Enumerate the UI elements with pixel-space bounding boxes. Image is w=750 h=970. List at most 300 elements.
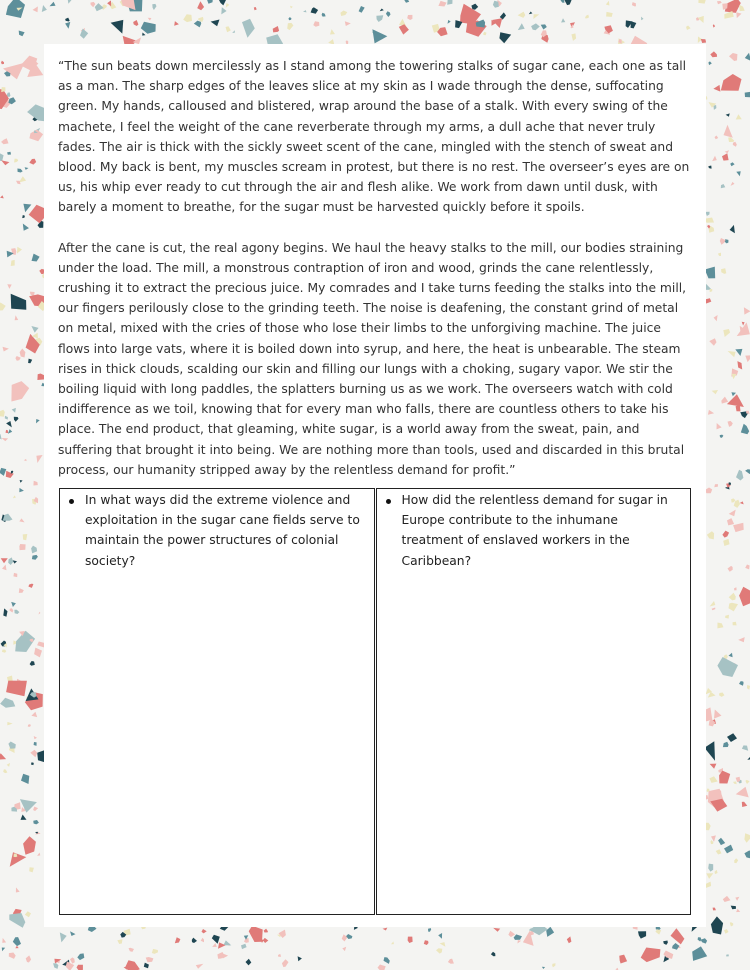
terrazzo-chip — [701, 39, 706, 43]
terrazzo-chip — [207, 0, 213, 4]
terrazzo-chip — [16, 887, 20, 892]
terrazzo-chip — [737, 361, 742, 369]
terrazzo-chip — [33, 807, 38, 811]
terrazzo-chip — [212, 943, 217, 947]
terrazzo-chip — [246, 959, 252, 966]
terrazzo-chip — [701, 938, 708, 943]
terrazzo-chip — [729, 653, 733, 657]
terrazzo-chip — [5, 416, 8, 420]
terrazzo-chip — [232, 30, 235, 33]
terrazzo-chip — [705, 267, 716, 279]
terrazzo-chip — [20, 480, 23, 483]
terrazzo-chip — [14, 417, 19, 422]
question-response-table — [59, 488, 691, 915]
answer-area-1[interactable] — [70, 589, 364, 904]
terrazzo-chip — [148, 18, 152, 21]
terrazzo-chip — [34, 648, 42, 658]
terrazzo-chip — [226, 26, 231, 32]
bullet-icon — [69, 499, 74, 504]
terrazzo-chip — [698, 0, 705, 4]
terrazzo-chip — [8, 742, 15, 749]
terrazzo-chip — [77, 965, 83, 970]
terrazzo-chip — [175, 937, 181, 943]
terrazzo-chip — [125, 960, 140, 970]
terrazzo-chip — [552, 963, 555, 967]
terrazzo-chip — [65, 22, 70, 29]
terrazzo-chip — [33, 820, 39, 824]
terrazzo-chip — [745, 92, 750, 98]
terrazzo-chip — [3, 514, 13, 521]
terrazzo-chip — [727, 518, 734, 525]
terrazzo-chip — [471, 4, 478, 10]
terrazzo-chip — [23, 204, 31, 213]
terrazzo-chip — [0, 303, 6, 311]
terrazzo-chip — [729, 510, 736, 517]
terrazzo-chip — [710, 289, 713, 292]
terrazzo-chip — [11, 260, 15, 266]
terrazzo-chip — [111, 20, 124, 34]
terrazzo-chip — [242, 19, 255, 38]
terrazzo-chip — [714, 710, 722, 719]
terrazzo-chip — [12, 408, 16, 413]
terrazzo-chip — [731, 392, 736, 396]
terrazzo-chip — [493, 928, 500, 932]
primary-source-passage — [58, 56, 692, 480]
terrazzo-chip — [342, 934, 348, 941]
terrazzo-chip — [32, 254, 40, 262]
terrazzo-chip — [606, 1, 610, 6]
terrazzo-chip — [730, 225, 735, 233]
terrazzo-chip — [330, 29, 335, 34]
terrazzo-chip — [638, 931, 646, 938]
terrazzo-chip — [742, 802, 748, 807]
terrazzo-chip — [744, 307, 750, 314]
terrazzo-chip — [7, 722, 12, 726]
terrazzo-chip — [726, 954, 729, 956]
terrazzo-chip — [7, 284, 11, 289]
terrazzo-chip — [254, 7, 257, 10]
terrazzo-chip — [264, 929, 268, 933]
terrazzo-chip — [386, 11, 391, 17]
terrazzo-chip — [739, 681, 744, 686]
terrazzo-chip — [491, 952, 496, 957]
terrazzo-chip — [13, 495, 16, 498]
terrazzo-chip — [723, 742, 729, 747]
terrazzo-chip — [729, 53, 737, 61]
terrazzo-chip — [721, 268, 726, 274]
terrazzo-chip — [3, 347, 9, 352]
terrazzo-chip — [655, 929, 661, 934]
terrazzo-chip — [7, 152, 11, 155]
terrazzo-chip — [212, 935, 220, 944]
terrazzo-chip — [720, 238, 726, 245]
bullet-icon — [386, 499, 391, 504]
terrazzo-chip — [436, 948, 442, 953]
terrazzo-chip — [0, 698, 15, 708]
terrazzo-chip — [447, 0, 452, 5]
terrazzo-chip — [0, 153, 4, 161]
terrazzo-chip — [25, 911, 31, 917]
terrazzo-chip — [211, 20, 220, 27]
terrazzo-chip — [60, 932, 67, 942]
terrazzo-chip — [19, 588, 24, 593]
terrazzo-chip — [0, 434, 2, 440]
terrazzo-chip — [10, 608, 14, 612]
terrazzo-chip — [11, 294, 27, 310]
terrazzo-chip — [1, 138, 8, 144]
terrazzo-chip — [718, 838, 725, 845]
terrazzo-chip — [2, 565, 7, 571]
terrazzo-chip — [278, 954, 281, 957]
terrazzo-chip — [718, 253, 721, 256]
terrazzo-chip — [8, 97, 16, 104]
terrazzo-chip — [6, 430, 9, 433]
terrazzo-chip — [35, 831, 40, 834]
terrazzo-chip — [709, 776, 717, 783]
terrazzo-chip — [708, 410, 714, 415]
terrazzo-chip — [727, 733, 737, 742]
terrazzo-chip — [322, 13, 326, 17]
terrazzo-chip — [174, 21, 179, 26]
terrazzo-chip — [70, 931, 76, 936]
terrazzo-chip — [359, 6, 365, 13]
terrazzo-chip — [31, 546, 37, 554]
terrazzo-chip — [2, 948, 5, 952]
terrazzo-chip — [223, 940, 231, 945]
terrazzo-chip — [708, 61, 711, 65]
terrazzo-chip — [705, 212, 709, 216]
terrazzo-chip — [14, 159, 18, 163]
terrazzo-chip — [241, 944, 247, 949]
terrazzo-chip — [141, 22, 156, 34]
terrazzo-chip — [346, 934, 352, 939]
terrazzo-chip — [717, 423, 722, 429]
terrazzo-chip — [218, 0, 226, 5]
terrazzo-chip — [28, 584, 33, 588]
question-box-1 — [59, 488, 375, 915]
terrazzo-chip — [731, 906, 736, 910]
terrazzo-chip — [196, 964, 204, 969]
terrazzo-chip — [9, 953, 16, 959]
terrazzo-chip — [17, 247, 22, 254]
passage-paragraph-2: After the cane is cut, the real agony begins. We haul the heavy stalks to the mill, our bodies straining under the load. The mill, a monstrous contraption of iron and wood, grinds the cane relentlessly, crushing it to extract the precious juice. My comrades and I take turns feeding the stalks into the mill, our fingers perilously close to the grinding teeth. The noise is deafening, the constant grind of metal on metal, mixed with the cries of those who lose their limbs to the unforgiving machine. The juice flows into large vats, where it is boiled down into syrup, and here, the heat is unbearable. The steam rises in thick clouds, scalding our skin and filling our lungs with a choking, sugary vapor. We stir the boiling liquid with long paddles, the splatters burning us as we work. The overseers watch with cold indifference as we toil, knowing that for every man who falls, there are countless others to take his place. The end product, that gleaming, white sugar, is a world away from the sweat, pain, and suffering that brought it into being. We are nothing more than tools, used and discarded in this brutal process, our humanity stripped away by the relentless demand for profit.” — [58, 240, 687, 477]
terrazzo-chip — [717, 623, 723, 629]
question-text-2: How did the relentless demand for sugar in Europe contribute to the inhumane treatment of enslaved workers in the Caribbean? — [401, 493, 668, 568]
terrazzo-chip — [249, 926, 263, 942]
terrazzo-chip — [37, 853, 40, 856]
terrazzo-chip — [705, 488, 712, 494]
terrazzo-chip — [707, 531, 714, 539]
terrazzo-chip — [726, 113, 730, 116]
terrazzo-chip — [383, 928, 388, 931]
terrazzo-chip — [438, 933, 442, 939]
terrazzo-chip — [706, 873, 713, 879]
terrazzo-chip — [734, 587, 737, 590]
question-box-2 — [376, 488, 692, 915]
terrazzo-chip — [11, 471, 14, 474]
terrazzo-chip — [728, 566, 733, 572]
terrazzo-chip — [6, 421, 12, 427]
terrazzo-chip — [711, 916, 723, 934]
terrazzo-chip — [606, 12, 613, 17]
terrazzo-chip — [736, 470, 743, 481]
terrazzo-chip — [710, 601, 716, 607]
terrazzo-chip — [31, 762, 34, 765]
terrazzo-chip — [144, 963, 149, 969]
terrazzo-chip — [514, 934, 522, 940]
terrazzo-chip — [7, 763, 10, 767]
terrazzo-chip — [705, 284, 712, 290]
passage-paragraph-1: “The sun beats down mercilessly as I stand among the towering stalks of sugar cane, each one as tall as a man. The sharp edges of the leaves slice at my skin as I wade through the dense, suffocating green. My hands, calloused and blistered, wrap around the base of a stalk. With every swing of the machete, I feel the weight of the cane reverberate through my arms, a dull ache that never truly fades. The air is thick with the sickly sweet scent of the cane, mingled with the stench of sweat and blood. My back is bent, my muscles scream in protest, but there is no rest. The overseer’s eyes are on us, his whip ever ready to cut through the air and flesh alike. We work from dawn until dusk, with barely a moment to breathe, for the sugar must be harvested quickly before it spoils. — [58, 59, 690, 215]
terrazzo-chip — [36, 419, 40, 423]
terrazzo-chip — [53, 963, 58, 969]
terrazzo-chip — [202, 929, 207, 933]
terrazzo-chip — [561, 18, 565, 22]
terrazzo-chip — [50, 2, 56, 7]
terrazzo-chip — [313, 21, 319, 27]
terrazzo-chip — [28, 359, 32, 364]
terrazzo-chip — [13, 937, 21, 946]
terrazzo-chip — [632, 2, 636, 6]
terrazzo-chip — [1, 160, 9, 165]
terrazzo-chip — [448, 959, 454, 964]
terrazzo-chip — [38, 612, 40, 615]
terrazzo-chip — [372, 29, 387, 43]
terrazzo-chip — [197, 1, 204, 10]
terrazzo-chip — [11, 602, 16, 607]
terrazzo-chip — [29, 867, 34, 872]
terrazzo-chip — [201, 938, 204, 942]
terrazzo-chip — [282, 959, 289, 967]
terrazzo-chip — [23, 836, 36, 855]
terrazzo-chip — [731, 498, 735, 502]
terrazzo-chip — [541, 24, 547, 29]
terrazzo-chip — [736, 114, 742, 119]
terrazzo-chip — [730, 922, 733, 926]
terrazzo-chip — [6, 681, 27, 697]
terrazzo-chip — [404, 0, 409, 3]
terrazzo-chip — [518, 12, 526, 18]
terrazzo-chip — [2, 650, 6, 653]
terrazzo-chip — [733, 142, 737, 147]
terrazzo-chip — [345, 21, 351, 26]
terrazzo-chip — [736, 909, 740, 912]
terrazzo-chip — [290, 6, 293, 9]
terrazzo-chip — [739, 5, 744, 11]
terrazzo-chip — [287, 23, 293, 30]
terrazzo-chip — [723, 539, 729, 546]
terrazzo-chip — [226, 3, 230, 8]
terrazzo-chip — [311, 7, 319, 14]
terrazzo-chip — [19, 176, 26, 182]
terrazzo-chip — [30, 750, 37, 758]
terrazzo-chip — [29, 130, 43, 142]
question-text-1: In what ways did the extreme violence and exploitation in the sugar cane fields serve to maintain the power structures of colonial society? — [85, 493, 360, 568]
terrazzo-chip — [0, 195, 4, 198]
terrazzo-chip — [571, 33, 576, 41]
terrazzo-chip — [192, 938, 197, 943]
terrazzo-chip — [721, 397, 728, 404]
terrazzo-chip — [744, 833, 750, 843]
terrazzo-chip — [42, 5, 47, 12]
terrazzo-chip — [725, 615, 729, 619]
terrazzo-chip — [90, 2, 95, 7]
terrazzo-chip — [1, 61, 4, 65]
terrazzo-chip — [724, 125, 733, 138]
terrazzo-chip — [729, 482, 731, 485]
terrazzo-chip — [146, 957, 154, 962]
terrazzo-chip — [739, 587, 750, 607]
terrazzo-chip — [183, 14, 192, 22]
terrazzo-chip — [11, 381, 29, 401]
terrazzo-chip — [663, 941, 668, 945]
terrazzo-chip — [493, 1, 499, 8]
terrazzo-chip — [438, 1, 446, 7]
terrazzo-chip — [499, 32, 511, 43]
terrazzo-chip — [742, 745, 748, 750]
terrazzo-chip — [15, 315, 19, 320]
terrazzo-chip — [194, 21, 201, 28]
terrazzo-chip — [731, 182, 735, 186]
terrazzo-chip — [641, 948, 661, 963]
terrazzo-chip — [19, 544, 25, 550]
terrazzo-chip — [745, 780, 749, 784]
terrazzo-chip — [728, 137, 734, 142]
terrazzo-chip — [734, 858, 738, 863]
terrazzo-chip — [529, 12, 533, 15]
terrazzo-chip — [33, 6, 38, 12]
terrazzo-chip — [724, 11, 734, 19]
terrazzo-chip — [408, 937, 413, 943]
terrazzo-chip — [686, 26, 691, 31]
terrazzo-chip — [32, 555, 38, 560]
terrazzo-chip — [31, 326, 38, 333]
terrazzo-chip — [733, 622, 737, 626]
terrazzo-chip — [28, 724, 31, 727]
terrazzo-chip — [729, 593, 736, 601]
terrazzo-chip — [729, 603, 739, 612]
terrazzo-chip — [3, 769, 7, 773]
terrazzo-chip — [722, 153, 729, 160]
terrazzo-chip — [741, 424, 749, 434]
terrazzo-chip — [340, 11, 347, 17]
terrazzo-chip — [733, 781, 737, 784]
terrazzo-chip — [1, 558, 8, 563]
terrazzo-chip — [709, 338, 716, 346]
terrazzo-chip — [641, 17, 643, 21]
terrazzo-chip — [399, 24, 409, 34]
terrazzo-chip — [31, 712, 37, 717]
terrazzo-chip — [546, 927, 554, 937]
terrazzo-chip — [742, 322, 745, 326]
terrazzo-chip — [715, 136, 719, 140]
terrazzo-chip — [25, 167, 29, 170]
terrazzo-chip — [129, 948, 135, 952]
terrazzo-chip — [26, 955, 31, 962]
terrazzo-chip — [288, 17, 291, 20]
terrazzo-chip — [716, 849, 722, 854]
terrazzo-chip — [585, 15, 589, 19]
terrazzo-chip — [13, 573, 17, 577]
terrazzo-chip — [733, 523, 744, 532]
terrazzo-chip — [631, 21, 637, 28]
terrazzo-chip — [745, 565, 749, 570]
terrazzo-chip — [9, 913, 25, 928]
terrazzo-chip — [728, 351, 736, 357]
terrazzo-chip — [727, 394, 744, 407]
terrazzo-chip — [721, 184, 726, 188]
terrazzo-chip — [619, 955, 627, 964]
terrazzo-chip — [29, 159, 36, 165]
terrazzo-chip — [273, 26, 279, 32]
terrazzo-chip — [744, 851, 750, 859]
terrazzo-chip — [518, 23, 525, 30]
answer-area-2[interactable] — [387, 589, 681, 904]
terrazzo-chip — [424, 940, 429, 945]
terrazzo-chip — [378, 965, 386, 970]
terrazzo-chip — [738, 637, 745, 642]
terrazzo-chip — [107, 0, 111, 6]
terrazzo-chip — [708, 166, 712, 169]
terrazzo-chip — [692, 946, 707, 961]
terrazzo-chip — [391, 941, 394, 944]
terrazzo-chip — [152, 4, 156, 10]
terrazzo-chip — [698, 937, 702, 941]
terrazzo-chip — [298, 956, 302, 961]
terrazzo-chip — [23, 224, 29, 231]
terrazzo-chip — [745, 355, 750, 362]
terrazzo-chip — [263, 938, 269, 943]
terrazzo-chip — [717, 657, 738, 677]
terrazzo-chip — [68, 0, 73, 4]
terrazzo-chip — [19, 518, 24, 522]
terrazzo-chip — [732, 374, 737, 380]
terrazzo-chip — [33, 481, 37, 486]
terrazzo-chip — [36, 455, 42, 463]
terrazzo-chip — [376, 15, 383, 22]
terrazzo-chip — [428, 928, 431, 932]
terrazzo-chip — [713, 908, 716, 911]
terrazzo-chip — [303, 10, 307, 12]
worksheet-page — [44, 44, 706, 927]
terrazzo-chip — [6, 0, 25, 18]
terrazzo-chip — [715, 870, 718, 874]
terrazzo-chip — [722, 531, 729, 538]
terrazzo-chip — [0, 753, 6, 760]
terrazzo-chip — [542, 967, 545, 969]
terrazzo-chip — [518, 940, 522, 943]
terrazzo-chip — [24, 459, 27, 461]
terrazzo-chip — [672, 943, 679, 950]
terrazzo-chip — [384, 957, 390, 964]
terrazzo-chip — [710, 764, 717, 769]
terrazzo-chip — [342, 947, 346, 951]
terrazzo-chip — [671, 928, 685, 944]
terrazzo-chip — [719, 693, 725, 697]
terrazzo-chip — [65, 18, 70, 22]
terrazzo-chip — [22, 215, 25, 218]
terrazzo-chip — [745, 53, 750, 61]
terrazzo-chip — [725, 150, 730, 153]
terrazzo-chip — [712, 390, 718, 394]
terrazzo-chip — [142, 33, 145, 36]
terrazzo-chip — [21, 815, 27, 820]
terrazzo-chip — [440, 942, 446, 947]
terrazzo-chip — [736, 12, 741, 18]
terrazzo-chip — [713, 24, 715, 27]
terrazzo-chip — [23, 534, 28, 540]
terrazzo-chip — [723, 896, 731, 902]
